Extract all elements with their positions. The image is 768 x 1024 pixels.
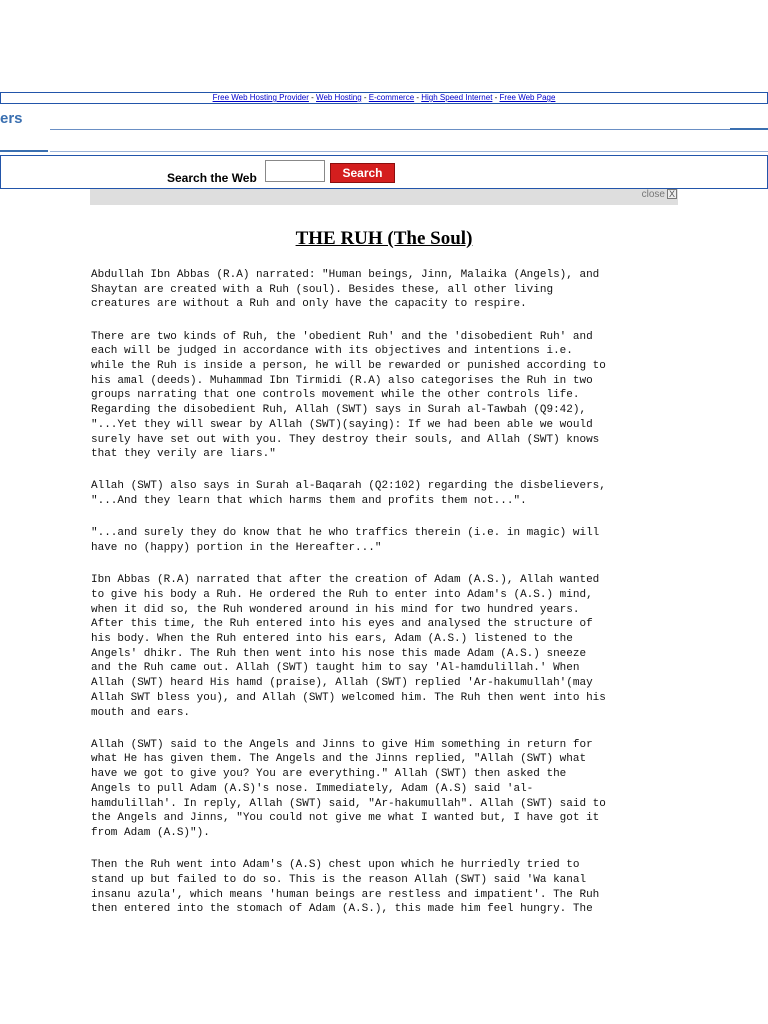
top-link-banner (0, 92, 768, 104)
link-free-web-page[interactable]: Free Web Page (499, 93, 556, 102)
paragraph: Allah (SWT) also says in Surah al-Baqarah (Q2:102) regarding the disbelievers, "...And they learn that which harms them and profits them not...". (91, 480, 606, 508)
link-web-hosting[interactable]: Web Hosting (316, 93, 362, 102)
close-strip (90, 189, 678, 205)
divider-line (50, 129, 730, 130)
search-button[interactable]: Search (330, 163, 395, 183)
logo-strip (0, 106, 768, 152)
link-free-web-hosting-provider[interactable]: Free Web Hosting Provider (212, 93, 309, 102)
paragraph: "...and surely they do know that he who traffics therein (i.e. in magic) will have no (happy) portion in the Hereafter..." (91, 527, 600, 555)
link-separator: - (361, 93, 369, 102)
paragraph: There are two kinds of Ruh, the 'obedient Ruh' and the 'disobedient Ruh' and each will be judged in accordance with its objectives and intentions i.e. while the Ruh is inside a person, he will be rewarded or punished according to his amal (deeds). Muhammad Ibn Tirmidi (R.A) also categorises the Ruh in two groups narrating that one controls movement while the other controls life. Regarding the disobedient Ruh, Allah (SWT) says in Surah al-Tawbah (Q9:42), "...Yet they will swear by Allah (SWT)(saying): If we had been able we would surely have set out with you. They destroy their souls, and Allah (SWT) knows that they verily are liars." (91, 330, 606, 461)
search-bar (0, 155, 768, 189)
link-separator: - (308, 93, 317, 102)
article-body (91, 268, 691, 935)
page-title: THE RUH (The Soul) (295, 228, 473, 249)
search-input[interactable] (265, 160, 325, 182)
divider-line (0, 150, 48, 152)
close-label[interactable]: close (641, 189, 665, 200)
paragraph: Abdullah Ibn Abbas (R.A) narrated: "Human beings, Jinn, Malaika (Angels), and Shaytan are created with a Ruh (soul). Besides these, all other living creatures are without a Ruh and only have the capacity to respire. (91, 269, 600, 311)
link-e-commerce[interactable]: E-commerce (368, 93, 415, 102)
link-high-speed-internet[interactable]: High Speed Internet (421, 93, 493, 102)
logo-partial-text[interactable]: ers (0, 110, 23, 127)
paragraph: Ibn Abbas (R.A) narrated that after the creation of Adam (A.S.), Allah wanted to give his body a Ruh. He ordered the Ruh to enter into Adam's (A.S.) mind, when it did so, the Ruh wondered around in his mind for two hundred years. After this time, the Ruh entered into his eyes and analysed the structure of his body. When the Ruh entered into his ears, Adam (A.S.) listened to the Angels' dhikr. The Ruh then went into his nose this made Adam (A.S.) sneeze and the Ruh came out. Allah (SWT) taught him to say 'Al-hamdulillah.' When Allah (SWT) heard His hamd (praise), Allah (SWT) replied 'Ar-hakumullah'(may Allah SWT bless you), and Allah (SWT) welcomed him. The Ruh then went into his mouth and ears. (91, 574, 606, 719)
divider-line (730, 128, 768, 130)
search-label: Search the Web (167, 171, 257, 185)
paragraph: Allah (SWT) said to the Angels and Jinns to give Him something in return for what He has given them. The Angels and the Jinns replied, "Allah (SWT) what have we got to give you? You are everything." Allah (SWT) then asked the Angels to pull Adam (A.S)'s nose. Immediately, Adam (A.S) said 'al- hamdulillah'. In reply, Allah (SWT) said, "Ar-hakumullah". Allah (SWT) said to the Angels and Jinns, "You could not give me what I wanted but, I have got it from Adam (A.S)"). (91, 738, 606, 839)
divider-line (50, 151, 768, 152)
link-separator: - (414, 93, 422, 102)
link-separator: - (492, 93, 500, 102)
close-icon[interactable]: X (668, 189, 675, 199)
paragraph: Then the Ruh went into Adam's (A.S) chest upon which he hurriedly tried to stand up but failed to do so. This is the reason Allah (SWT) said 'Wa kanal insanu azula', which means 'human beings are restless and impatient'. The Ruh then entered into the stomach of Adam (A.S.), this made him feel hungry. The (91, 859, 600, 916)
